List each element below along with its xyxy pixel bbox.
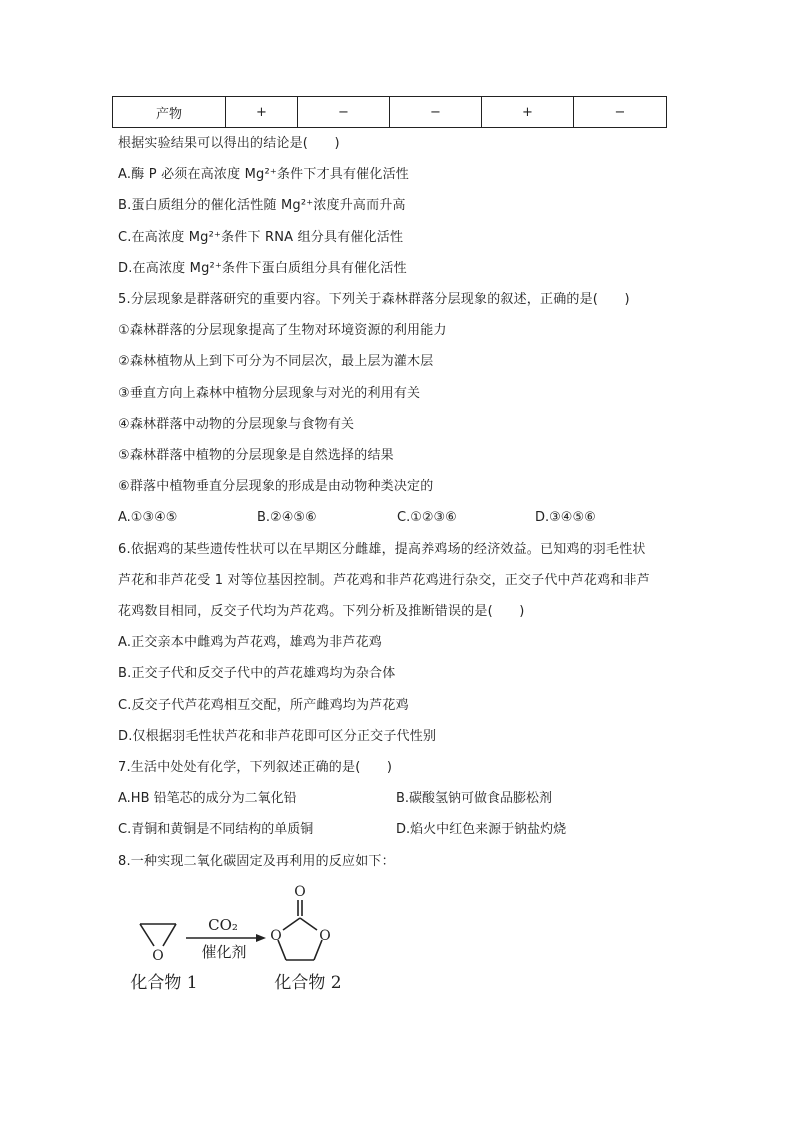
table-cell: + [482,97,574,128]
q4-option-d: D.在高浓度 Mg²⁺条件下蛋白质组分具有催化活性 [118,261,407,276]
q6-option-b: B.正交子代和反交子代中的芦花雄鸡均为杂合体 [118,666,396,681]
q4-lead: 根据实验结果可以得出的结论是( ) [118,136,340,151]
cyclic-carbonate-structure [278,900,322,960]
reaction-scheme [120,880,380,1000]
reagent-co2: CO₂ [208,916,238,934]
table-cell: − [574,97,667,128]
q7-option-c: C.青铜和黄铜是不同结构的单质铜 [118,822,314,837]
q5-option-b: B.②④⑤⑥ [257,510,317,525]
q7-option-b: B.碳酸氢钠可做食品膨松剂 [396,791,553,806]
q5-item-1: ①森林群落的分层现象提高了生物对环境资源的利用能力 [118,323,447,338]
q5-item-2: ②森林植物从上到下可分为不同层次，最上层为灌木层 [118,354,434,369]
carbonyl-oxygen-label: O [294,884,306,900]
q5-option-d: D.③④⑤⑥ [535,510,596,525]
q6-stem-line-2: 芦花和非芦花受 1 对等位基因控制。芦花鸡和非芦花鸡进行杂交，正交子代中芦花鸡和非芦 [118,573,650,588]
q5-option-c: C.①②③⑥ [397,510,457,525]
epoxide-oxygen-label: O [152,948,164,964]
q6-stem-line-3: 花鸡数目相同，反交子代均为芦花鸡。下列分析及推断错误的是( ) [118,604,525,619]
table-row [113,97,667,128]
q5-item-6: ⑥群落中植物垂直分层现象的形成是由动物种类决定的 [118,479,434,494]
reaction-diagram [120,880,380,1000]
q6-option-d: D.仅根据羽毛性状芦花和非芦花即可区分正交子代性别 [118,729,437,744]
q5-item-4: ④森林群落中动物的分层现象与食物有关 [118,417,355,432]
reagent-catalyst: 催化剂 [201,943,247,961]
table-cell: − [298,97,390,128]
ring-oxygen-right-label: O [319,928,331,944]
table-cell-label: 产物 [113,97,226,128]
q4-option-a: A.酶 P 必须在高浓度 Mg²⁺条件下才具有催化活性 [118,167,409,182]
q6-stem-line-1: 6.依据鸡的某些遗传性状可以在早期区分雌雄，提高养鸡场的经济效益。已知鸡的羽毛性状 [118,542,646,557]
table-cell: − [390,97,482,128]
compound-2-label: 化合物 2 [274,973,342,993]
q7-stem: 7.生活中处处有化学，下列叙述正确的是( ) [118,760,393,775]
q5-item-5: ⑤森林群落中植物的分层现象是自然选择的结果 [118,448,394,463]
q5-stem: 5.分层现象是群落研究的重要内容。下列关于森林群落分层现象的叙述，正确的是( ) [118,292,630,307]
q4-option-b: B.蛋白质组分的催化活性随 Mg²⁺浓度升高而升高 [118,198,406,213]
ring-oxygen-left-label: O [270,928,282,944]
epoxide-structure [140,924,176,946]
q5-option-a: A.①③④⑤ [118,510,178,525]
compound-1-label: 化合物 1 [130,973,198,993]
q6-option-a: A.正交亲本中雌鸡为芦花鸡，雄鸡为非芦花鸡 [118,635,382,650]
q7-option-d: D.焰火中红色来源于钠盐灼烧 [396,822,567,837]
table-cell: + [226,97,298,128]
q6-option-c: C.反交子代芦花鸡相互交配，所产雌鸡均为芦花鸡 [118,698,409,713]
q4-option-c: C.在高浓度 Mg²⁺条件下 RNA 组分具有催化活性 [118,230,404,245]
q7-option-a: A.HB 铅笔芯的成分为二氧化铅 [118,791,297,806]
q5-item-3: ③垂直方向上森林中植物分层现象与对光的利用有关 [118,386,421,401]
reaction-arrow [186,934,266,942]
results-table [112,96,667,128]
q8-stem: 8.一种实现二氧化碳固定及再利用的反应如下： [118,854,395,869]
